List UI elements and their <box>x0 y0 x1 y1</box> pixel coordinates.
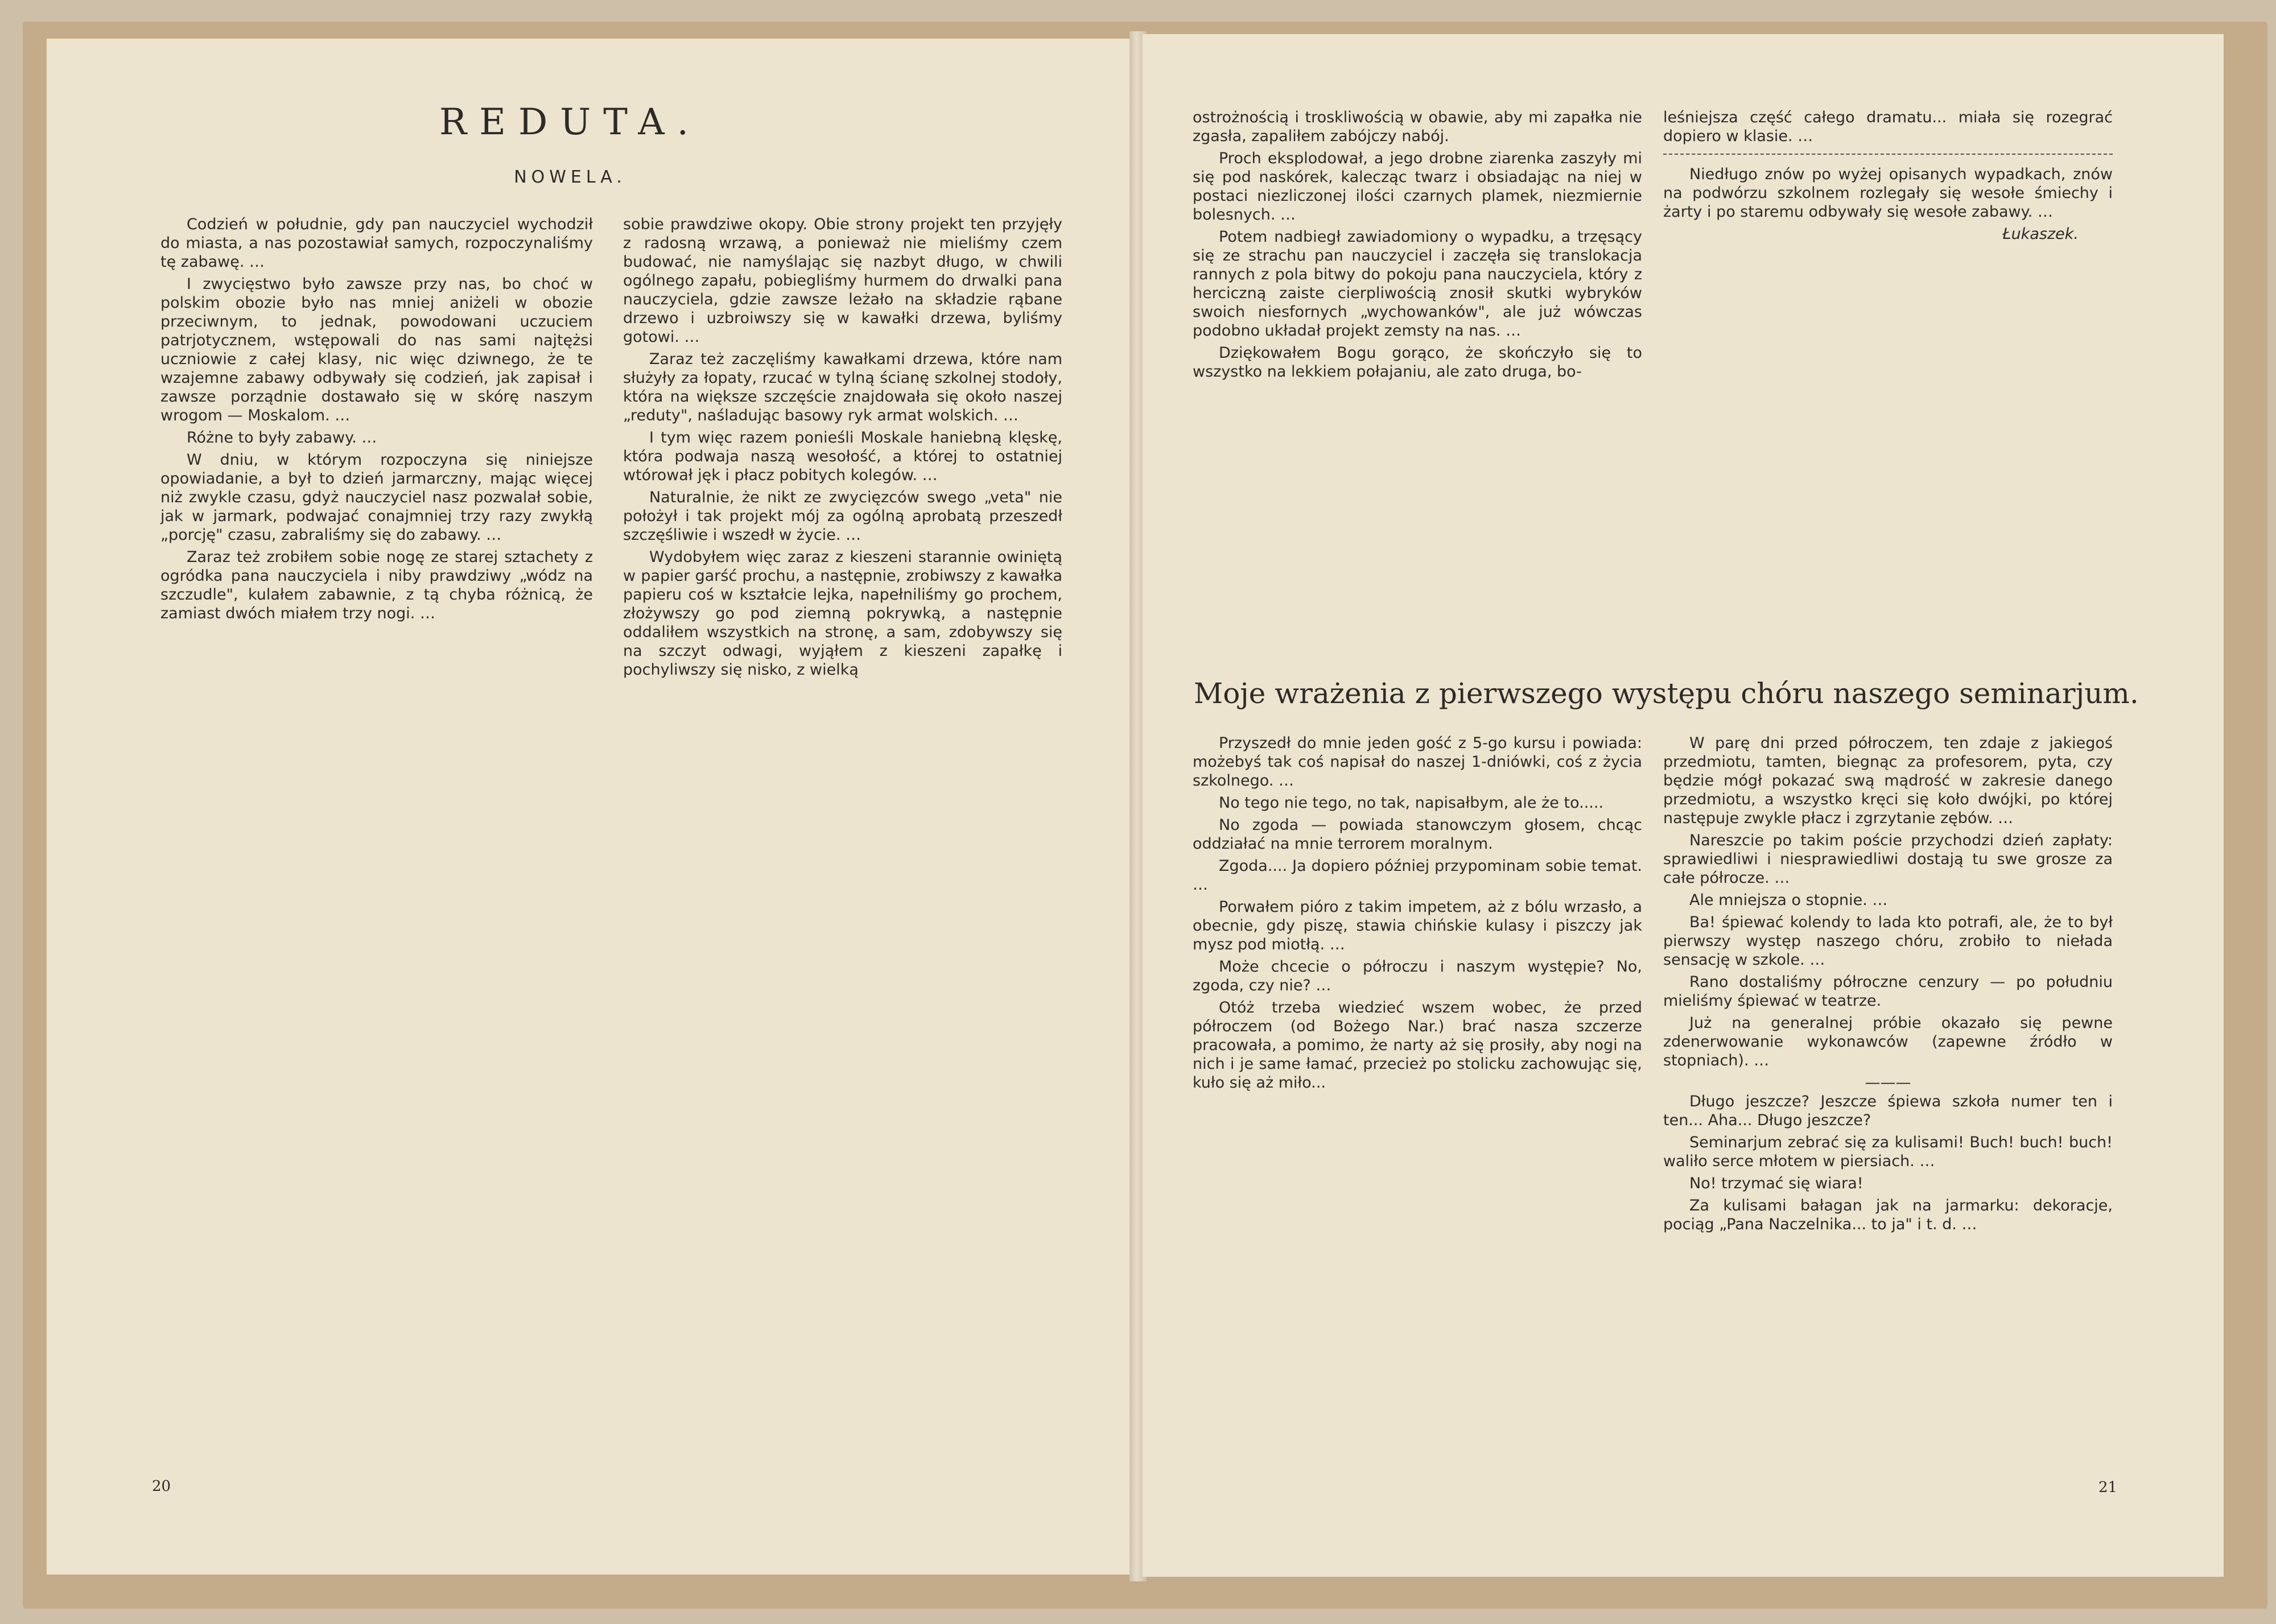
story-title: REDUTA. <box>439 101 701 143</box>
paragraph: I tym więc razem ponieśli Moskale haniebną klęskę, która podwaja naszą wesołość, a której to ostatniej wtórował jęk i płacz pobitych kolegów. … <box>623 429 1062 484</box>
right-column-3 <box>1193 734 1642 1096</box>
page-number-right: 21 <box>2098 1479 2118 1496</box>
section-divider: ——— <box>1865 1074 1911 1092</box>
paragraph: Potem nadbiegł zawiadomiony o wypadku, a trzęsący się ze strachu pan nauczyciel i zaczęła się translokacja rannych z pola bitwy do pokoju pana nauczyciela, który z herciczną zaiste cierpliwością znosił skutki wybryków swoich niesfornych „wychowanków", ale już wówczas podobno układał projekt zemsty na nas. … <box>1193 228 1642 340</box>
right-column-4 <box>1663 734 2113 1237</box>
article-title: Moje wrażenia z pierwszego występu chóru naszego seminarjum. <box>1194 677 2139 710</box>
paragraph: Zaraz też zrobiłem sobie nogę ze starej sztachety z ogródka pana nauczyciela i niby prawdziwy „wódz na szczudle", kulałem zabawnie, z tą chyba różnicą, że zamiast dwóch miałem trzy nogi. … <box>160 548 593 622</box>
paragraph: Niedługo znów po wyżej opisanych wypadkach, znów na podwórzu szkolnem rozlegały się wesołe śmiechy i żarty i po staremu odbywały się wesołe zabawy. … <box>1663 166 2113 221</box>
paragraph: leśniejsza część całego dramatu... miała się rozegrać dopiero w klasie. … <box>1663 109 2113 145</box>
dashed-separator <box>1663 154 2113 155</box>
paragraph: Otóż trzeba wiedzieć wszem wobec, że przed półroczem (od Bożego Nar.) brać nasza szczerze pracowała, a pomimo, że narty aż się prosiły, aby nogi na nich i je same łamać, przecież po stolicku zachowując się, kuło się aż miło... <box>1193 999 1642 1092</box>
paragraph: Ale mniejsza o stopnie. … <box>1689 891 1888 909</box>
paragraph: Wydobyłem więc zaraz z kieszeni starannie owiniętą w papier garść prochu, a następnie, zrobiwszy z kawałka papieru coś w kształcie lejka, napełniliśmy go prochem, złożywszy go pod ziemną pokrywką, a następnie oddaliłem wszystkich na stronę, a sam, zdobywszy się na szczyt odwagi, wyjąłem z kieszeni zapałkę i pochyliwszy się nisko, z wielką <box>623 548 1062 679</box>
paragraph: Porwałem pióro z takim impetem, aż z bólu wrzasło, a obecnie, gdy piszę, stawia chińskie kulasy i piszczy jak mysz pod miotłą. … <box>1193 898 1642 953</box>
paragraph: ostrożnością i troskliwością w obawie, aby mi zapałka nie zgasła, zapaliłem zabójczy nabój. <box>1193 109 1642 145</box>
paragraph: Zgoda.... Ja dopiero później przypominam sobie temat. … <box>1193 857 1642 894</box>
page-number-left: 20 <box>152 1478 171 1495</box>
right-column-2 <box>1663 108 2113 243</box>
left-column-1 <box>160 215 593 626</box>
paragraph: Naturalnie, że nikt ze zwycięzców swego „veta" nie położył i tak projekt mój za ogólną aprobatą przeszedł szczęśliwie i wszedł w życie. … <box>623 489 1062 544</box>
paragraph: I zwycięstwo było zawsze przy nas, bo choć w polskim obozie było nas mniej aniżeli w obozie przeciwnym, to jednak, powodowani uczuciem patrjotycznem, wstępowali do nas sami najtężsi uczniowie z całej klasy, nic więc dziwnego, że te wzajemne zabawy odbywały się codzień, jak zapisał i zawsze porządnie dostawało się w skórę naszym wrogom — Moskalom. … <box>160 275 593 424</box>
paragraph: Długo jeszcze? Jeszcze śpiewa szkoła numer ten i ten... Aha... Długo jeszcze? <box>1663 1093 2113 1129</box>
paragraph: Za kulisami bałagan jak na jarmarku: dekoracje, pociąg „Pana Naczelnika... to ja" i t. d. … <box>1663 1197 2113 1233</box>
right-page <box>1143 34 2224 1577</box>
paragraph: Dziękowałem Bogu gorąco, że skończyło się to wszystko na lekkiem połajaniu, ale zato druga, bo- <box>1193 344 1642 381</box>
paragraph: No zgoda — powiada stanowczym głosem, chcąc oddziałać na mnie terrorem moralnym. <box>1193 816 1642 853</box>
paragraph: Już na generalnej próbie okazało się pewne zdenerwowanie wykonawców (zapewne źródło w stopniach). … <box>1663 1014 2113 1069</box>
paragraph: Seminarjum zebrać się za kulisami! Buch! buch! buch! waliło serce młotem w piersiach. … <box>1663 1134 2113 1170</box>
story-subtitle: NOWELA. <box>514 167 626 187</box>
paragraph: Proch eksplodował, a jego drobne ziarenka zaszyły mi się pod naskórek, kalecząc twarz i obsiadając na niej w postaci niezliczonej ilości czarnych plamek, niezmiernie bolesnych. … <box>1193 150 1642 224</box>
paragraph: Rano dostaliśmy półroczne cenzury — po południu mieliśmy śpiewać w teatrze. <box>1663 973 2113 1010</box>
paragraph: sobie prawdziwe okopy. Obie strony projekt ten przyjęły z radosną wrzawą, a ponieważ nie mieliśmy czem budować, nie namyślając się nazbyt długo, w chwili ogólnego zapału, pobiegliśmy hurmem do drwalki pana nauczyciela, gdzie zawsze leżało na składzie rąbane drzewo i uzbroiwszy się w kawałki drzewa, byliśmy gotowi. … <box>623 216 1062 346</box>
left-column-2 <box>623 215 1062 683</box>
paragraph: Przyszedł do mnie jeden gość z 5-go kursu i powiada: możebyś tak coś napisał do naszej 1-dniówki, coś z życia szkolnego. … <box>1193 734 1642 790</box>
paragraph: No! trzymać się wiara! <box>1689 1175 1863 1192</box>
paragraph: Nareszcie po takim poście przychodzi dzień zapłaty: sprawiedliwi i niesprawiedliwi dostają tu swe grosze za całe półrocze. … <box>1663 832 2113 887</box>
paragraph: Może chcecie o półroczu i naszym występie? No, zgoda, czy nie? … <box>1193 958 1642 994</box>
left-page <box>47 39 1131 1575</box>
paragraph: W parę dni przed półroczem, ten zdaje z jakiegoś przedmiotu, tamten, biegnąc za profesorem, pyta, czy będzie mógł pokazać swą mądrość w zakresie danego przedmiotu, a wszystko kręci się koło dwójki, po której następuje zwykle płacz i zgrzytanie zębów. … <box>1663 734 2113 827</box>
paragraph: Codzień w południe, gdy pan nauczyciel wychodził do miasta, a nas pozostawiał samych, rozpoczynaliśmy tę zabawę. … <box>160 216 593 271</box>
paragraph: No tego nie tego, no tak, napisałbym, ale że to..... <box>1219 794 1604 812</box>
paragraph: Różne to były zabawy. … <box>187 429 377 447</box>
paragraph: Zaraz też zaczęliśmy kawałkami drzewa, które nam służyły za łopaty, rzucać w tylną ścianę szkolnej stodoły, która na większe szczęście znajdowała się około naszej „reduty", naśladując basowy ryk armat wolskich. … <box>623 350 1062 424</box>
right-column-1 <box>1193 108 1642 385</box>
paragraph: W dniu, w którym rozpoczyna się niniejsze opowiadanie, a był to dzień jarmarczny, mając więcej niż zwykle czasu, gdyż nauczyciel nasz pozwalał sobie, jak w jarmark, podwajać conajmniej trzy razy zwykłą „porcję" czasu, zabraliśmy się do zabawy. … <box>160 451 593 544</box>
paragraph: Ba! śpiewać kolendy to lada kto potrafi, ale, że to był pierwszy występ naszego chóru, zrobiło to niełada sensację w szkole. … <box>1663 914 2113 969</box>
author-signature: Łukaszek. <box>2002 225 2079 243</box>
